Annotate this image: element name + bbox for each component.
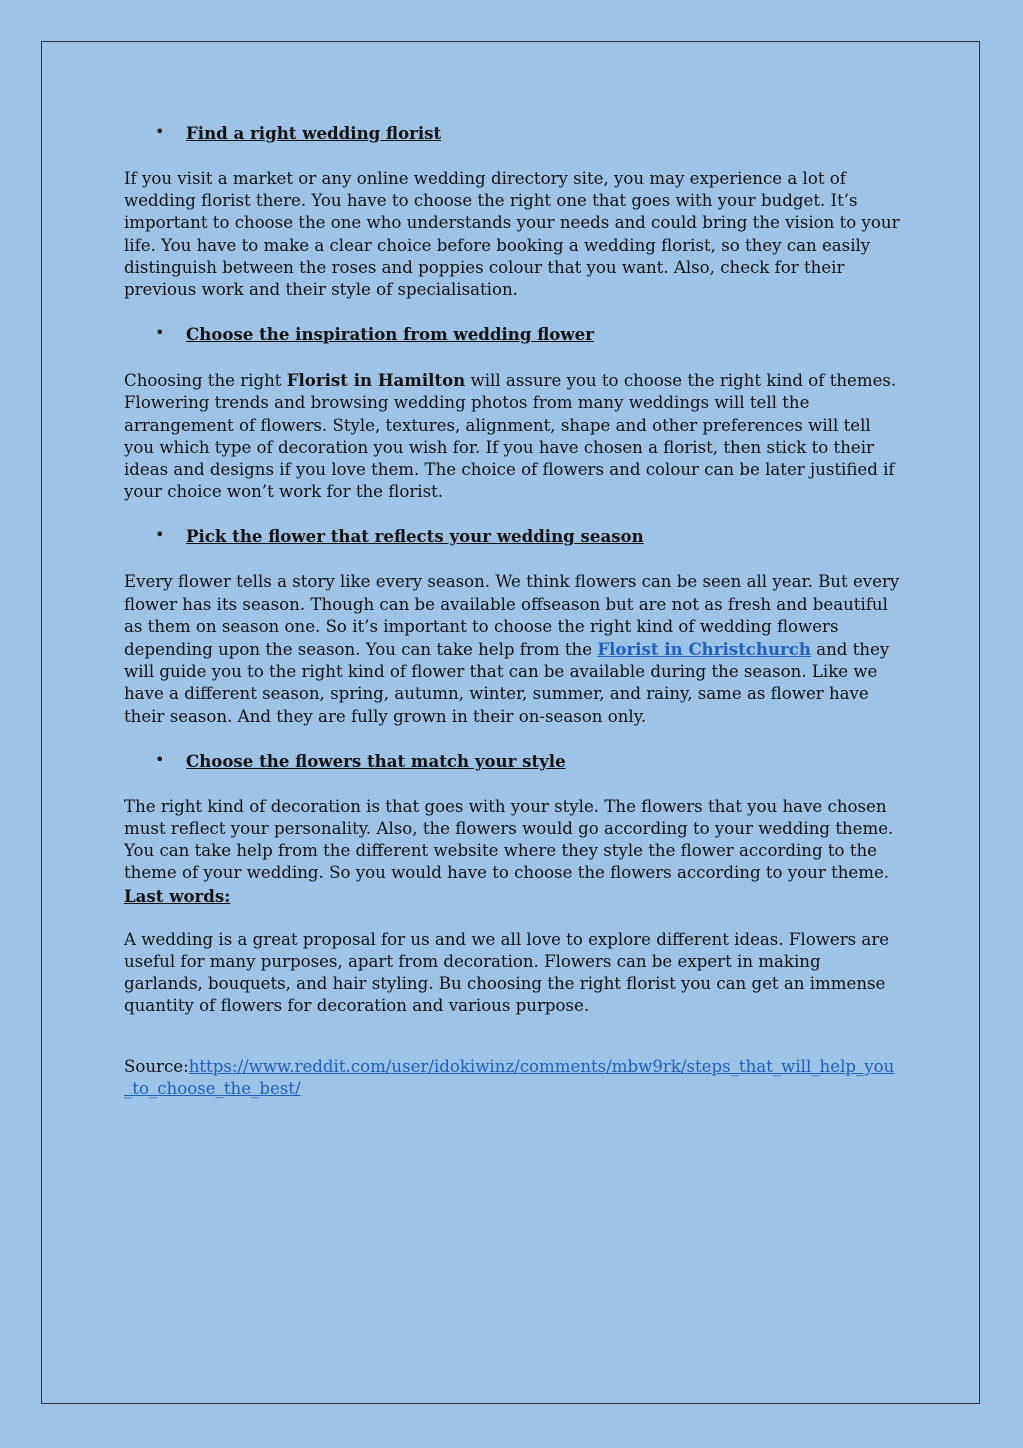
section-heading-row: [124, 525, 900, 549]
last-words-paragraph: A wedding is a great proposal for us and we all love to explore different ideas. Flowers are useful for many purposes, apart from decoration. Flowers can be expert in making garlands, bouquets, and hair styling. Bu choosing the right florist you can get an immense quantity of flowers for decoration and various purpose.: [124, 929, 890, 1016]
section-paragraph: The right kind of decoration is that goes with your style. The flowers that you have chosen must reflect your personality. Also, the flowers would go according to your wedding theme. You can take help from the different website where they style the flower according to the theme of your wedding. So you would have to choose the flowers according to your theme.: [124, 796, 894, 883]
source-link[interactable]: https://www.reddit.com/user/idokiwinz/comments/mbw9rk/steps_that_will_help_you_to_choose_the_best/: [124, 1056, 895, 1098]
section-paragraph: [124, 571, 900, 727]
bullet-icon: •: [155, 749, 165, 769]
document-body: [124, 122, 900, 1100]
source-line: [124, 1056, 900, 1100]
bullet-icon: •: [155, 323, 165, 343]
section-paragraph: [124, 369, 900, 503]
section-paragraph: If you visit a market or any online wedding directory site, you may experience a lot of wedding florist there. You have to choose the right one that goes with your budget. It’s important to choose the one who understands your needs and could bring the vision to your life. You have to make a clear choice before booking a wedding florist, so they can easily distinguish between the roses and poppies colour that you want. Also, check for their previous work and their style of specialisation.: [124, 169, 900, 300]
section-heading-row: [124, 323, 900, 347]
florist-christchurch-link[interactable]: Florist in Christchurch: [597, 639, 811, 660]
paragraph-text: Every flower tells a story like every season. We think flowers can be seen all year. But every flower has its season. Though can be available offseason but are not as fresh and beautiful as them on season one. So it’s important to choose the right kind of wedding flowers depending upon the season. You can take help from the: [124, 572, 900, 660]
section-heading-row: [124, 122, 900, 146]
paragraph-text: Choosing the right: [124, 371, 287, 391]
section-heading: Choose the flowers that match your style: [186, 750, 566, 771]
paragraph-text: and they will guide you to the right kind of flower that can be available during the season. Like we have a different season, spring, autumn, winter, summer, and rainy, same as flower have their season. And they are fully grown in their on-season only.: [124, 640, 890, 726]
bold-keyword: Florist in Hamilton: [286, 370, 466, 391]
paragraph-text: will assure you to choose the right kind of themes. Flowering trends and browsing wedding photos from many weddings will tell the arrangement of flowers. Style, textures, alignment, shape and other preferences will tell you which type of decoration you wish for. If you have chosen a florist, then stick to their ideas and designs if you love them. The choice of flowers and colour can be later justified if your choice won’t work for the florist.: [124, 371, 897, 502]
source-label: Source:: [124, 1056, 189, 1076]
bullet-icon: •: [155, 122, 165, 141]
section-heading: Choose the inspiration from wedding flower: [186, 324, 594, 345]
section-heading: Pick the flower that reflects your wedding season: [186, 526, 644, 547]
section-heading-row: [124, 750, 900, 774]
bullet-icon: •: [155, 525, 165, 545]
section-heading: Find a right wedding florist: [186, 123, 442, 143]
last-words-heading: Last words:: [124, 885, 231, 906]
